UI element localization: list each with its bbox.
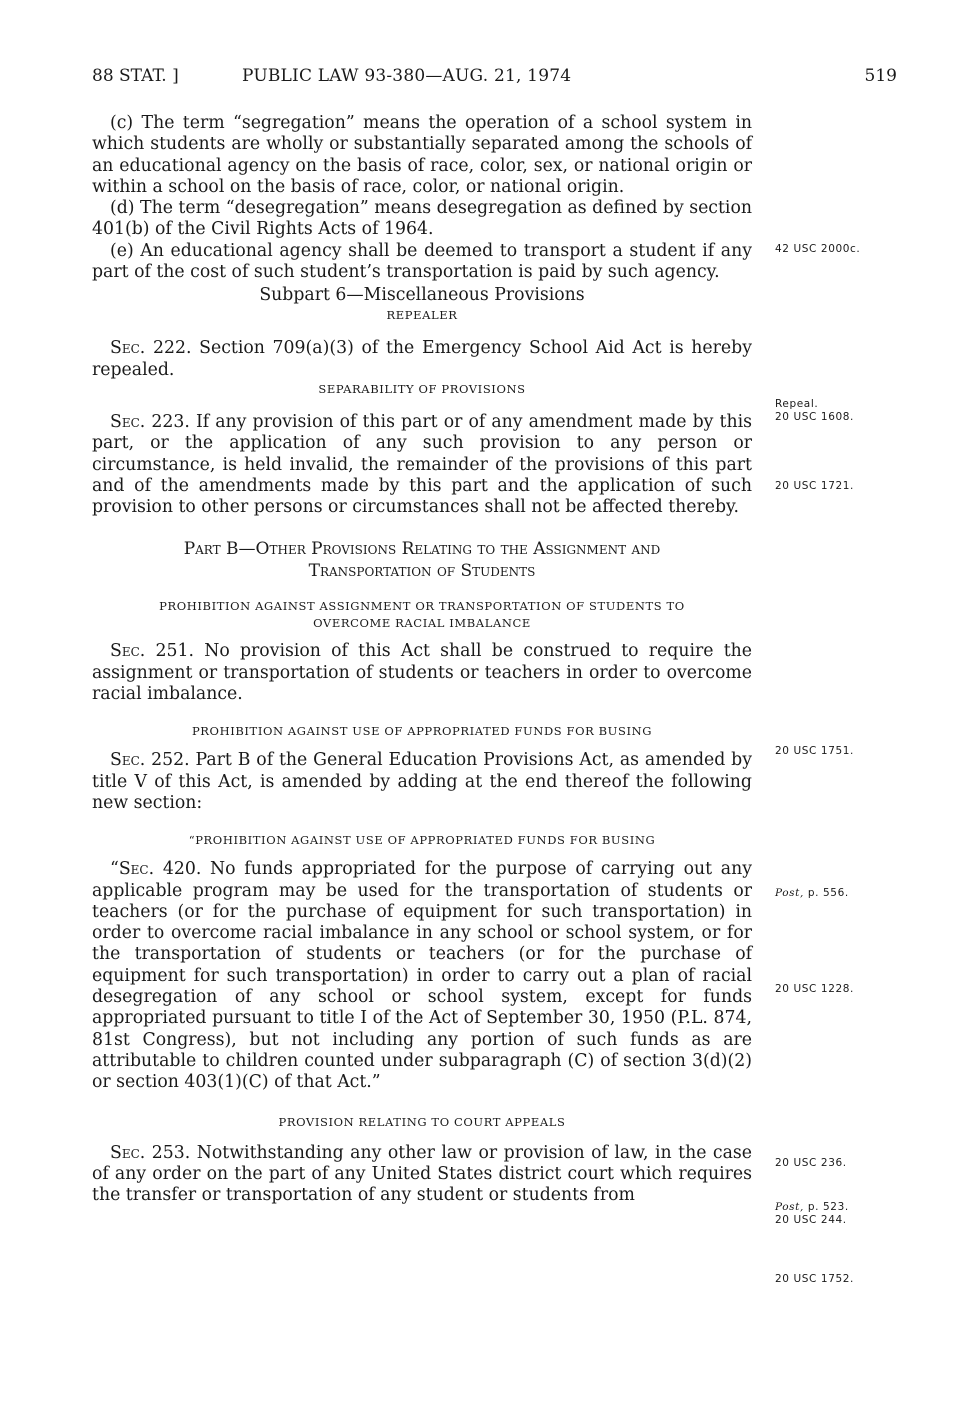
section-420-number: “Sec. 420. [110,859,202,880]
margin-note-repeal [775,398,854,424]
section-252 [92,750,752,814]
section-252-number: Sec. 252. [110,750,190,771]
running-title: PUBLIC LAW 93-380—AUG. 21, 1974 [242,66,572,86]
margin-note-20-usc-236: 20 USC 236. [775,1157,847,1169]
paragraph-e: (e) An educational agency shall be deemed to transport a student if any part of the cost of such student’s transportation is paid by such agency. [92,240,752,283]
margin-note-20-usc-1751: 20 USC 1751. [775,745,854,757]
court-appeals-heading: PROVISION RELATING TO COURT APPEALS [278,1114,566,1129]
section-223-number: Sec. 223. [110,411,190,432]
margin-note-post-523 [775,1201,849,1227]
paragraph-c: (c) The term “segregation” means the operation of a school system in which students are wholly or substantially separated among the schools of an educational agency on the basis of race, color, sex, or national origin or within a school on the basis of race, color, or national origin. [92,113,752,197]
section-251-number: Sec. 251. [110,641,194,662]
section-222-number: Sec. 222. [110,338,192,359]
margin-note-20-usc-1721: 20 USC 1721. [775,480,854,492]
section-251-text: No provision of this Act shall be construed to require the assignment or transportation of students or teachers in order to overcome racial imbalance. [92,641,752,705]
part-b-heading-line-2: Transportation of Students [308,561,536,582]
repealer-heading: REPEALER [386,308,458,323]
margin-note-repeal-label: Repeal. [775,398,819,410]
part-b-heading-line-1: Part B—Other Provisions Relating to the Assignment and [183,539,661,560]
section-253 [92,1143,752,1207]
section-223-text: If any provision of this part or of any amendment made by this part, or the application of any such provision to any person or circumstance, is held invalid, the remainder of the provisions of this part and of the amendments made by this part and the application of such provision to other persons or circumstances shall not be affected thereby. [92,411,752,518]
statute-reference: 88 STAT. ] [92,66,179,86]
paragraph-d: (d) The term “desegregation” means desegregation as defined by section 401(b) of the Civil Rights Acts of 1964. [92,198,752,240]
section-420-text: No funds appropriated for the purpose of carrying out any applicable program may be used for the transportation of students or teachers (or for the purchase of equipment for such transportation) in order to overcome racial imbalance in any school or school system, or for the transportation of students or teachers (or for the purchase of equipment for such transportation) in order to carry out a plan of racial desegregation of any school or school system, except for funds appropriated pursuant to title I of the Act of September 30, 1950 (P.L. 874, 81st Congress), but not including any portion of such funds as are attributable to children counted under subparagraph (C) of section 3(d)(2) or section 403(1)(C) of that Act.” [92,859,752,1093]
separability-heading: SEPARABILITY OF PROVISIONS [318,381,526,396]
section-222-text: Section 709(a)(3) of the Emergency School Aid Act is hereby repealed. [92,338,752,380]
section-420 [92,859,752,1093]
subpart-6-heading: Subpart 6—Miscellaneous Provisions [259,285,585,306]
section-223 [92,412,752,518]
section-252-text: Part B of the General Education Provisions Act, as amended by title V of this Act, is amended by adding at the end thereof the following new section: [92,750,752,813]
section-253-text: Notwithstanding any other law or provision of law, in the case of any order on the part of any United States district court which requires the transfer or transportation of any student or students from [92,1142,753,1206]
margin-note-42-usc-2000c: 42 USC 2000c. [775,243,861,255]
margin-note-20-usc-1608: 20 USC 1608. [775,411,854,423]
margin-note-20-usc-1228: 20 USC 1228. [775,983,854,995]
document-body [92,113,752,1206]
margin-note-page-523: p. 523. [807,1201,849,1213]
margin-note-post-label: Post, [775,887,804,899]
margin-note-page-556: p. 556. [807,887,849,899]
section-253-number: Sec. 253. [110,1142,191,1163]
margin-note-20-usc-1752: 20 USC 1752. [775,1273,854,1285]
section-222 [92,338,752,381]
prohibition-funds-heading: PROHIBITION AGAINST USE OF APPROPRIATED FUNDS FOR BUSING [191,724,653,739]
margin-note-post-label-2: Post, [775,1201,804,1213]
prohibition-assignment-heading-line-2: OVERCOME RACIAL IMBALANCE [313,616,531,631]
section-251 [92,641,752,705]
margin-note-post-556 [775,887,849,900]
prohibition-assignment-heading-line-1: PROHIBITION AGAINST ASSIGNMENT OR TRANSPORTATION OF STUDENTS TO [159,599,685,614]
page-header [92,66,897,92]
quoted-prohibition-funds-heading: “PROHIBITION AGAINST USE OF APPROPRIATED FUNDS FOR BUSING [188,833,656,848]
page-number: 519 [864,66,897,86]
margin-note-20-usc-244: 20 USC 244. [775,1214,847,1226]
